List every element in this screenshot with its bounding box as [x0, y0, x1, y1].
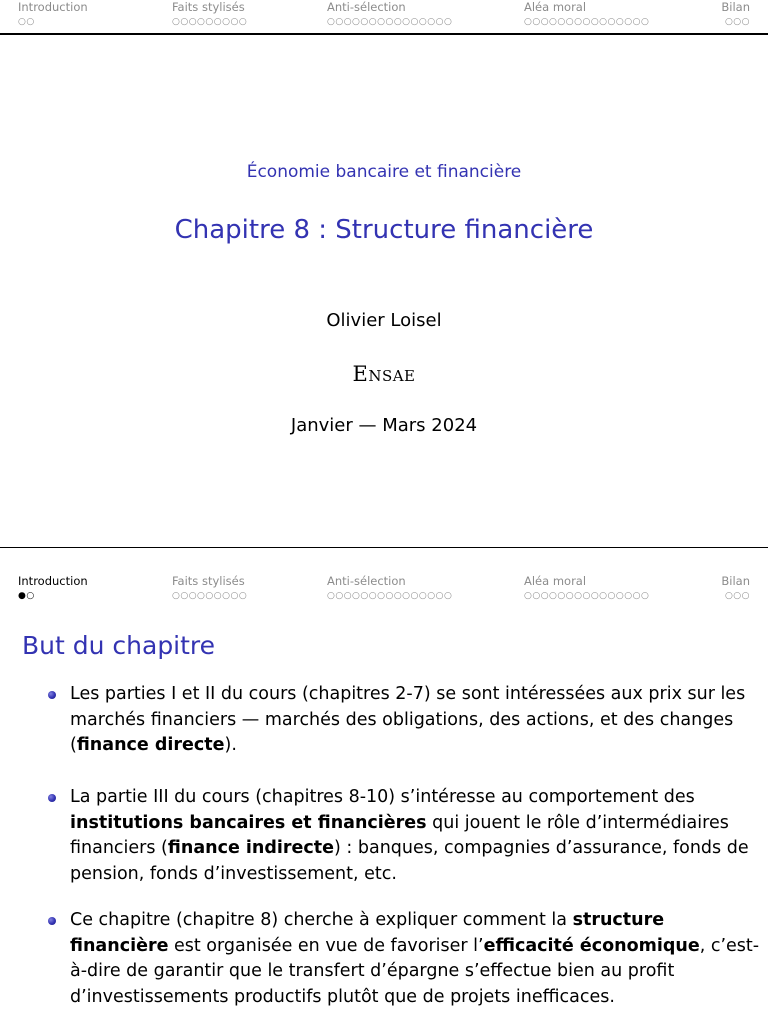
list-item — [70, 785, 760, 887]
nav-section-dots[interactable]: ○○○○○○○○○○○○○○○ — [327, 591, 453, 601]
nav-section-label: Bilan — [721, 0, 750, 14]
chapter-title: Chapitre 8 : Structure financière — [174, 215, 594, 245]
course-dates: Janvier — Mars 2024 — [290, 415, 478, 436]
text-run: Les parties I et II du cours (chapitres 2-7) se sont intéressées aux prix sur les marchés financiers — marchés des obligations, des actions, et des changes ( — [70, 684, 746, 755]
nav-section-faits-stylises[interactable] — [172, 574, 247, 603]
footer-divider — [0, 547, 768, 548]
course-subtitle: Économie bancaire et financière — [246, 162, 522, 182]
nav-section-label: Aléa moral — [524, 574, 587, 588]
nav-section-dots[interactable]: ○○○ — [724, 591, 750, 601]
institute-name: Ensae — [352, 362, 416, 386]
nav-section-introduction[interactable] — [18, 574, 88, 603]
nav-section-anti-selection[interactable] — [327, 0, 452, 29]
text-run: , c’est-à-dire de garantir que le transfert d’épargne s’effectue bien au profit d’investissements productifs plutôt que de projets inefficaces. — [70, 935, 760, 1007]
emphasis-text: finance indirecte — [167, 838, 335, 858]
list-item — [70, 908, 760, 1010]
frame-title: But du chapitre — [22, 631, 216, 660]
nav-section-dots[interactable]: ○○○ — [724, 17, 750, 27]
text-run: ) : banques, compagnies d’assurance, fonds de pension, fonds d’investissement, etc. — [70, 838, 749, 884]
author-name: Olivier Loisel — [326, 310, 442, 331]
text-run: Ce chapitre (chapitre 8) cherche à expliquer comment la — [70, 910, 573, 930]
text-run: qui jouent le rôle d’intermédiaires financiers ( — [70, 812, 729, 858]
nav-section-label: Aléa moral — [524, 0, 587, 14]
nav-section-label: Faits stylisés — [172, 0, 245, 14]
bullet-icon — [48, 691, 56, 699]
section-navigation — [0, 574, 768, 606]
nav-section-label: Bilan — [721, 574, 750, 588]
nav-section-dots[interactable]: ○○○○○○○○○ — [172, 591, 248, 601]
nav-section-label: Introduction — [18, 574, 88, 588]
emphasis-text: institutions bancaires et financières — [70, 812, 427, 833]
text-run: La partie III du cours (chapitres 8-10) s’intéresse au comportement des — [70, 787, 695, 807]
nav-section-alea-moral[interactable] — [524, 0, 649, 29]
nav-section-alea-moral[interactable] — [524, 574, 649, 603]
list-item-text — [70, 684, 745, 755]
bullet-icon — [48, 794, 56, 802]
list-item-text — [70, 787, 749, 884]
nav-section-introduction[interactable] — [18, 0, 88, 29]
nav-section-dots[interactable]: ○○○○○○○○○○○○○○○ — [524, 591, 650, 601]
nav-section-faits-stylises[interactable] — [172, 0, 247, 29]
nav-section-bilan[interactable] — [721, 0, 750, 29]
nav-section-label: Introduction — [18, 0, 88, 14]
nav-section-dots[interactable]: ○○○○○○○○○○○○○○○ — [327, 17, 453, 27]
text-run: est organisée en vue de favoriser l’ — [168, 935, 484, 956]
nav-section-anti-selection[interactable] — [327, 574, 452, 603]
text-run: ). — [224, 735, 237, 755]
list-item — [70, 682, 760, 759]
header-divider — [0, 33, 768, 35]
bullet-icon — [48, 917, 56, 925]
nav-section-label: Anti-sélection — [327, 0, 406, 14]
nav-section-bilan[interactable] — [721, 574, 750, 603]
emphasis-text: structure financière — [70, 910, 665, 956]
emphasis-text: finance directe — [76, 735, 225, 755]
list-item-text — [70, 910, 759, 1007]
nav-section-label: Faits stylisés — [172, 574, 245, 588]
nav-section-dots[interactable]: ●○ — [18, 591, 35, 601]
nav-section-dots[interactable]: ○○ — [18, 17, 35, 27]
nav-section-label: Anti-sélection — [327, 574, 406, 588]
nav-section-dots[interactable]: ○○○○○○○○○ — [172, 17, 248, 27]
section-navigation — [0, 0, 768, 32]
nav-section-dots[interactable]: ○○○○○○○○○○○○○○○ — [524, 17, 650, 27]
emphasis-text: efficacité économique — [483, 935, 700, 956]
